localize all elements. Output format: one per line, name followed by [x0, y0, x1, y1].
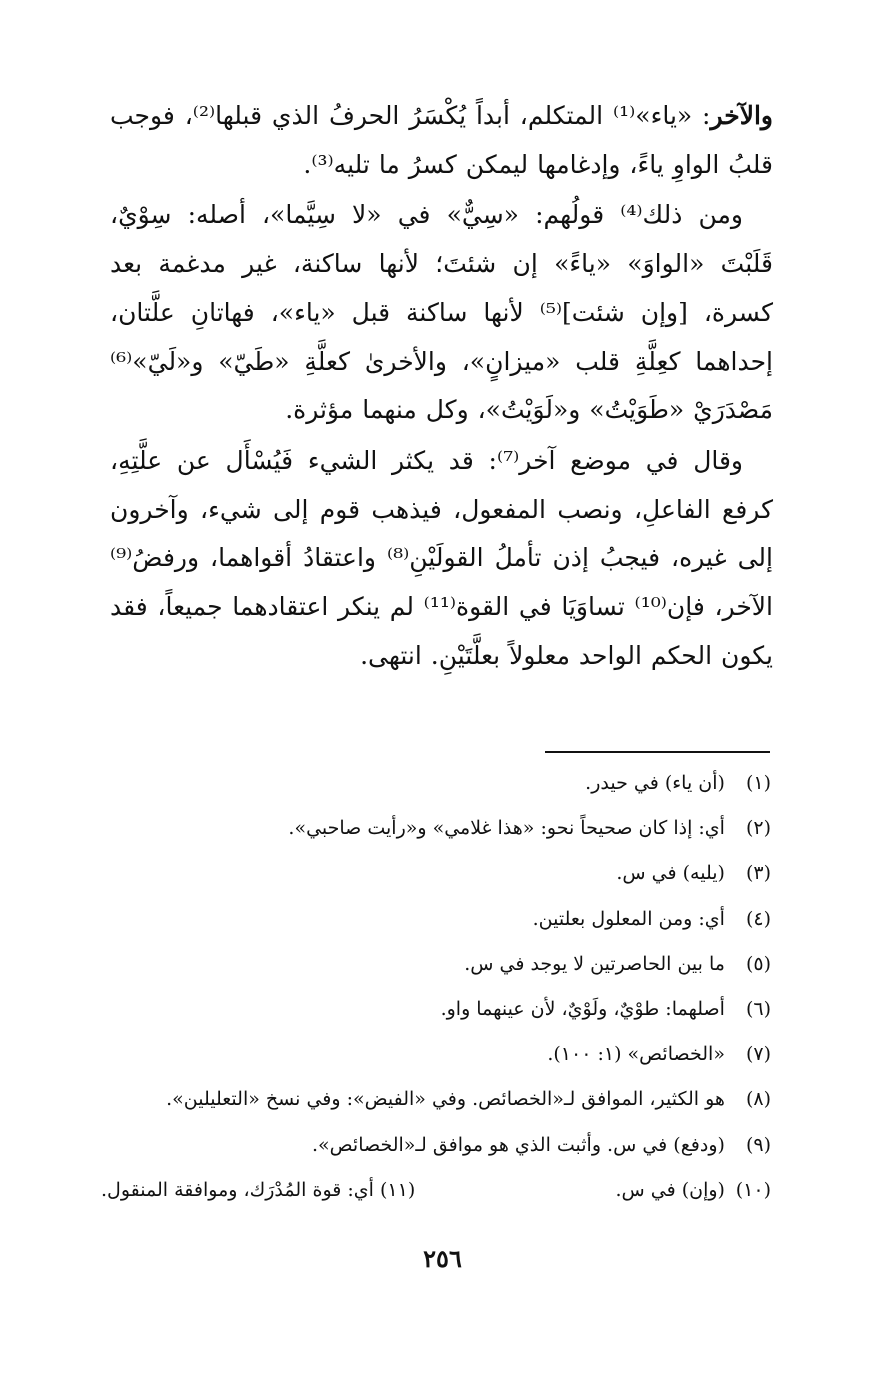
paragraph-2: ومن ذلك⁽⁴⁾ قولُهم: «سِيٌّ» في «لا سِيَّما»، أصله: سِوْيٌ، قَلَبْتَ «الواوَ» «ياءً» إن شئتَ؛ لأنها ساكنة، غير مدغمة بعد كسرة، [وإن شئت]⁽⁵⁾ لأنها ساكنة قبل «ياء»، فهاتانِ علَّتان، إحداهما كعِلَّةِ قلب «ميزانٍ»، والأخرىٰ كعلَّةِ «طَيّ» و«لَيّ»⁽⁶⁾ مَصْدَرَيْ «طَوَيْتُ» و«لَوَيْتُ»، وكل منهما مؤثرة. [110, 200, 774, 425]
footnote-text: (ودفع) في س. وأثبت الذي هو موافق لـ«الخصائص». [311, 1133, 725, 1156]
footnote-number: (١٠) [735, 1178, 771, 1201]
footnote-number: (١) [745, 772, 771, 794]
footnote [615, 1168, 771, 1213]
footnote-number: (٤) [745, 907, 771, 930]
footnote-text: أي: إذا كان صحيحاً نحو: «هذا غلامي» و«رأيت صاحبي». [288, 817, 725, 840]
footnote-text: هو الكثير، الموافق لـ«الخصائص. وفي «الفيض»: وفي نسخ «التعليلين». [166, 1088, 725, 1111]
footnote-number: (٣) [745, 862, 771, 885]
paragraph-1-lead: والآخر [710, 101, 774, 130]
footnote-number: (٩) [745, 1133, 771, 1156]
footnote-number: (٥) [745, 952, 771, 975]
footnote-text: أي: قوة المُدْرَك، وموافقة المنقول. [101, 1178, 374, 1201]
footnote-text: أصلهما: طوْيٌ، ولَوْيٌ، لأن عينهما واو. [440, 998, 725, 1021]
footnote [101, 851, 771, 896]
footnote-number: (٨) [745, 1088, 771, 1111]
footnote-pair [101, 1168, 771, 1213]
footnote-text: ما بين الحاصرتين لا يوجد في س. [464, 952, 725, 975]
footnote-text: أي: ومن المعلول بعلتين. [532, 907, 725, 930]
paragraph-3: وقال في موضع آخر⁽⁷⁾: قد يكثر الشيء فَيُسْأَل عن علَّتِهِ، كرفع الفاعلِ، ونصب المفعول، فيذهب قوم إلى شيء، وآخرون إلى غيره، فيجبُ إذن تأملُ القولَيْنِ⁽⁸⁾ واعتقادُ أقواهما، ورفضُ⁽⁹⁾ الآخر، فإن⁽¹⁰⁾ تساوَيَا في القوة⁽¹¹⁾ لم ينكر اعتقادهما جميعاً، فقد يكون الحكم الواحد معلولاً بعلَّتَيْنِ. انتهى. [110, 445, 773, 670]
footnote [101, 806, 771, 851]
footnote-text: «الخصائص» (١: ١٠٠). [547, 1043, 725, 1066]
footnote-number: (١١) [380, 1178, 416, 1201]
paragraph-1-text: : «ياء»⁽¹⁾ المتكلم، أبداً يُكْسَرُ الحرفُ الذي قبلها⁽²⁾، فوجب قلبُ الواوِ ياءً، وإدغامها ليمكن كسرُ ما تليه⁽³⁾. [110, 101, 773, 179]
main-text [110, 92, 773, 680]
footnote-number: (٧) [745, 1043, 771, 1066]
footnote-number: (٢) [745, 817, 771, 840]
paragraph-1 [110, 92, 773, 189]
page-number: ٢٥٦ [423, 1244, 462, 1273]
footnote [101, 1032, 771, 1077]
footnote-number: (٦) [745, 998, 771, 1021]
footnote-separator [545, 751, 770, 753]
footnote-text: (وإن) في س. [615, 1178, 725, 1201]
footnote-text: (أن ياء) في حيدر. [585, 772, 725, 794]
footnote [101, 942, 771, 987]
footnote [101, 897, 771, 942]
footnote [101, 1077, 771, 1122]
footnote [101, 987, 771, 1032]
footnote [101, 761, 771, 806]
footnotes-list [101, 761, 771, 1213]
footnote [101, 1168, 415, 1213]
footnote [101, 1123, 771, 1168]
footnote-text: (يليه) في س. [616, 862, 725, 885]
